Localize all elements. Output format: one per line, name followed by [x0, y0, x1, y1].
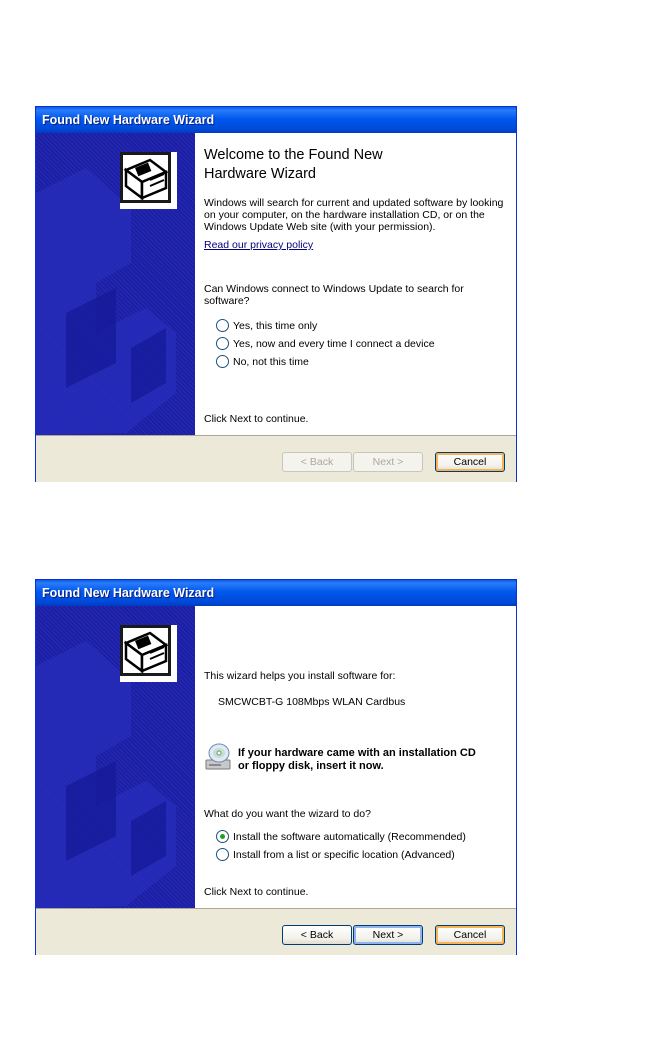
option-label: Install from a list or specific location (Advanced) — [233, 849, 455, 861]
wizard-dialog-welcome — [35, 106, 517, 482]
next-button[interactable]: Next > — [353, 925, 423, 945]
wizard-content — [195, 133, 516, 435]
option-yes-always[interactable] — [216, 337, 435, 351]
radio-button-selected[interactable] — [216, 830, 229, 843]
intro-text: This wizard helps you install software for: — [204, 670, 396, 682]
button-bar — [36, 908, 516, 955]
cancel-button[interactable]: Cancel — [435, 925, 505, 945]
cd-instruction-line1: If your hardware came with an installation CD — [238, 747, 476, 759]
wizard-content — [195, 606, 516, 908]
radio-button[interactable] — [216, 319, 229, 332]
page-title-line1: Welcome to the Found New — [204, 147, 383, 163]
question-text: Can Windows connect to Windows Update to search for software? — [204, 283, 464, 307]
button-bar — [36, 435, 516, 482]
radio-button[interactable] — [216, 848, 229, 861]
privacy-policy-container — [204, 239, 509, 251]
radio-button[interactable] — [216, 337, 229, 350]
dialog-title: Found New Hardware Wizard — [36, 107, 516, 133]
hardware-wizard-icon — [120, 625, 177, 682]
radio-button[interactable] — [216, 355, 229, 368]
next-button[interactable]: Next > — [353, 452, 423, 472]
cd-instruction-line2: or floppy disk, insert it now. — [238, 760, 384, 772]
option-label: Yes, this time only — [233, 320, 318, 332]
page-title — [204, 146, 504, 184]
option-install-automatically[interactable] — [216, 830, 466, 844]
option-label: Yes, now and every time I connect a device — [233, 338, 435, 350]
cancel-button[interactable]: Cancel — [435, 452, 505, 472]
cd-drive-icon — [204, 742, 232, 772]
option-no[interactable] — [216, 355, 309, 369]
option-label: Install the software automatically (Recommended) — [233, 831, 466, 843]
dialog-title: Found New Hardware Wizard — [36, 580, 516, 606]
hardware-wizard-icon — [120, 152, 177, 209]
back-button[interactable]: < Back — [282, 925, 352, 945]
privacy-policy-link[interactable]: Read our privacy policy — [204, 239, 314, 251]
wizard-dialog-install — [35, 579, 517, 955]
option-yes-this-time[interactable] — [216, 319, 317, 333]
question-text: What do you want the wizard to do? — [204, 808, 371, 820]
cd-instruction — [238, 747, 508, 773]
back-button[interactable]: < Back — [282, 452, 352, 472]
intro-text: Windows will search for current and updated software by looking on your computer, on the hardware installation CD, or on the Windows Update Web site (with your permission). — [204, 197, 504, 233]
wizard-sidebar — [36, 133, 195, 435]
device-name: SMCWCBT-G 108Mbps WLAN Cardbus — [218, 696, 406, 708]
continue-text: Click Next to continue. — [204, 886, 309, 898]
wizard-sidebar — [36, 606, 195, 908]
option-label: No, not this time — [233, 356, 309, 368]
continue-text: Click Next to continue. — [204, 413, 309, 425]
option-install-from-list[interactable] — [216, 848, 455, 862]
page-title-line2: Hardware Wizard — [204, 166, 316, 182]
